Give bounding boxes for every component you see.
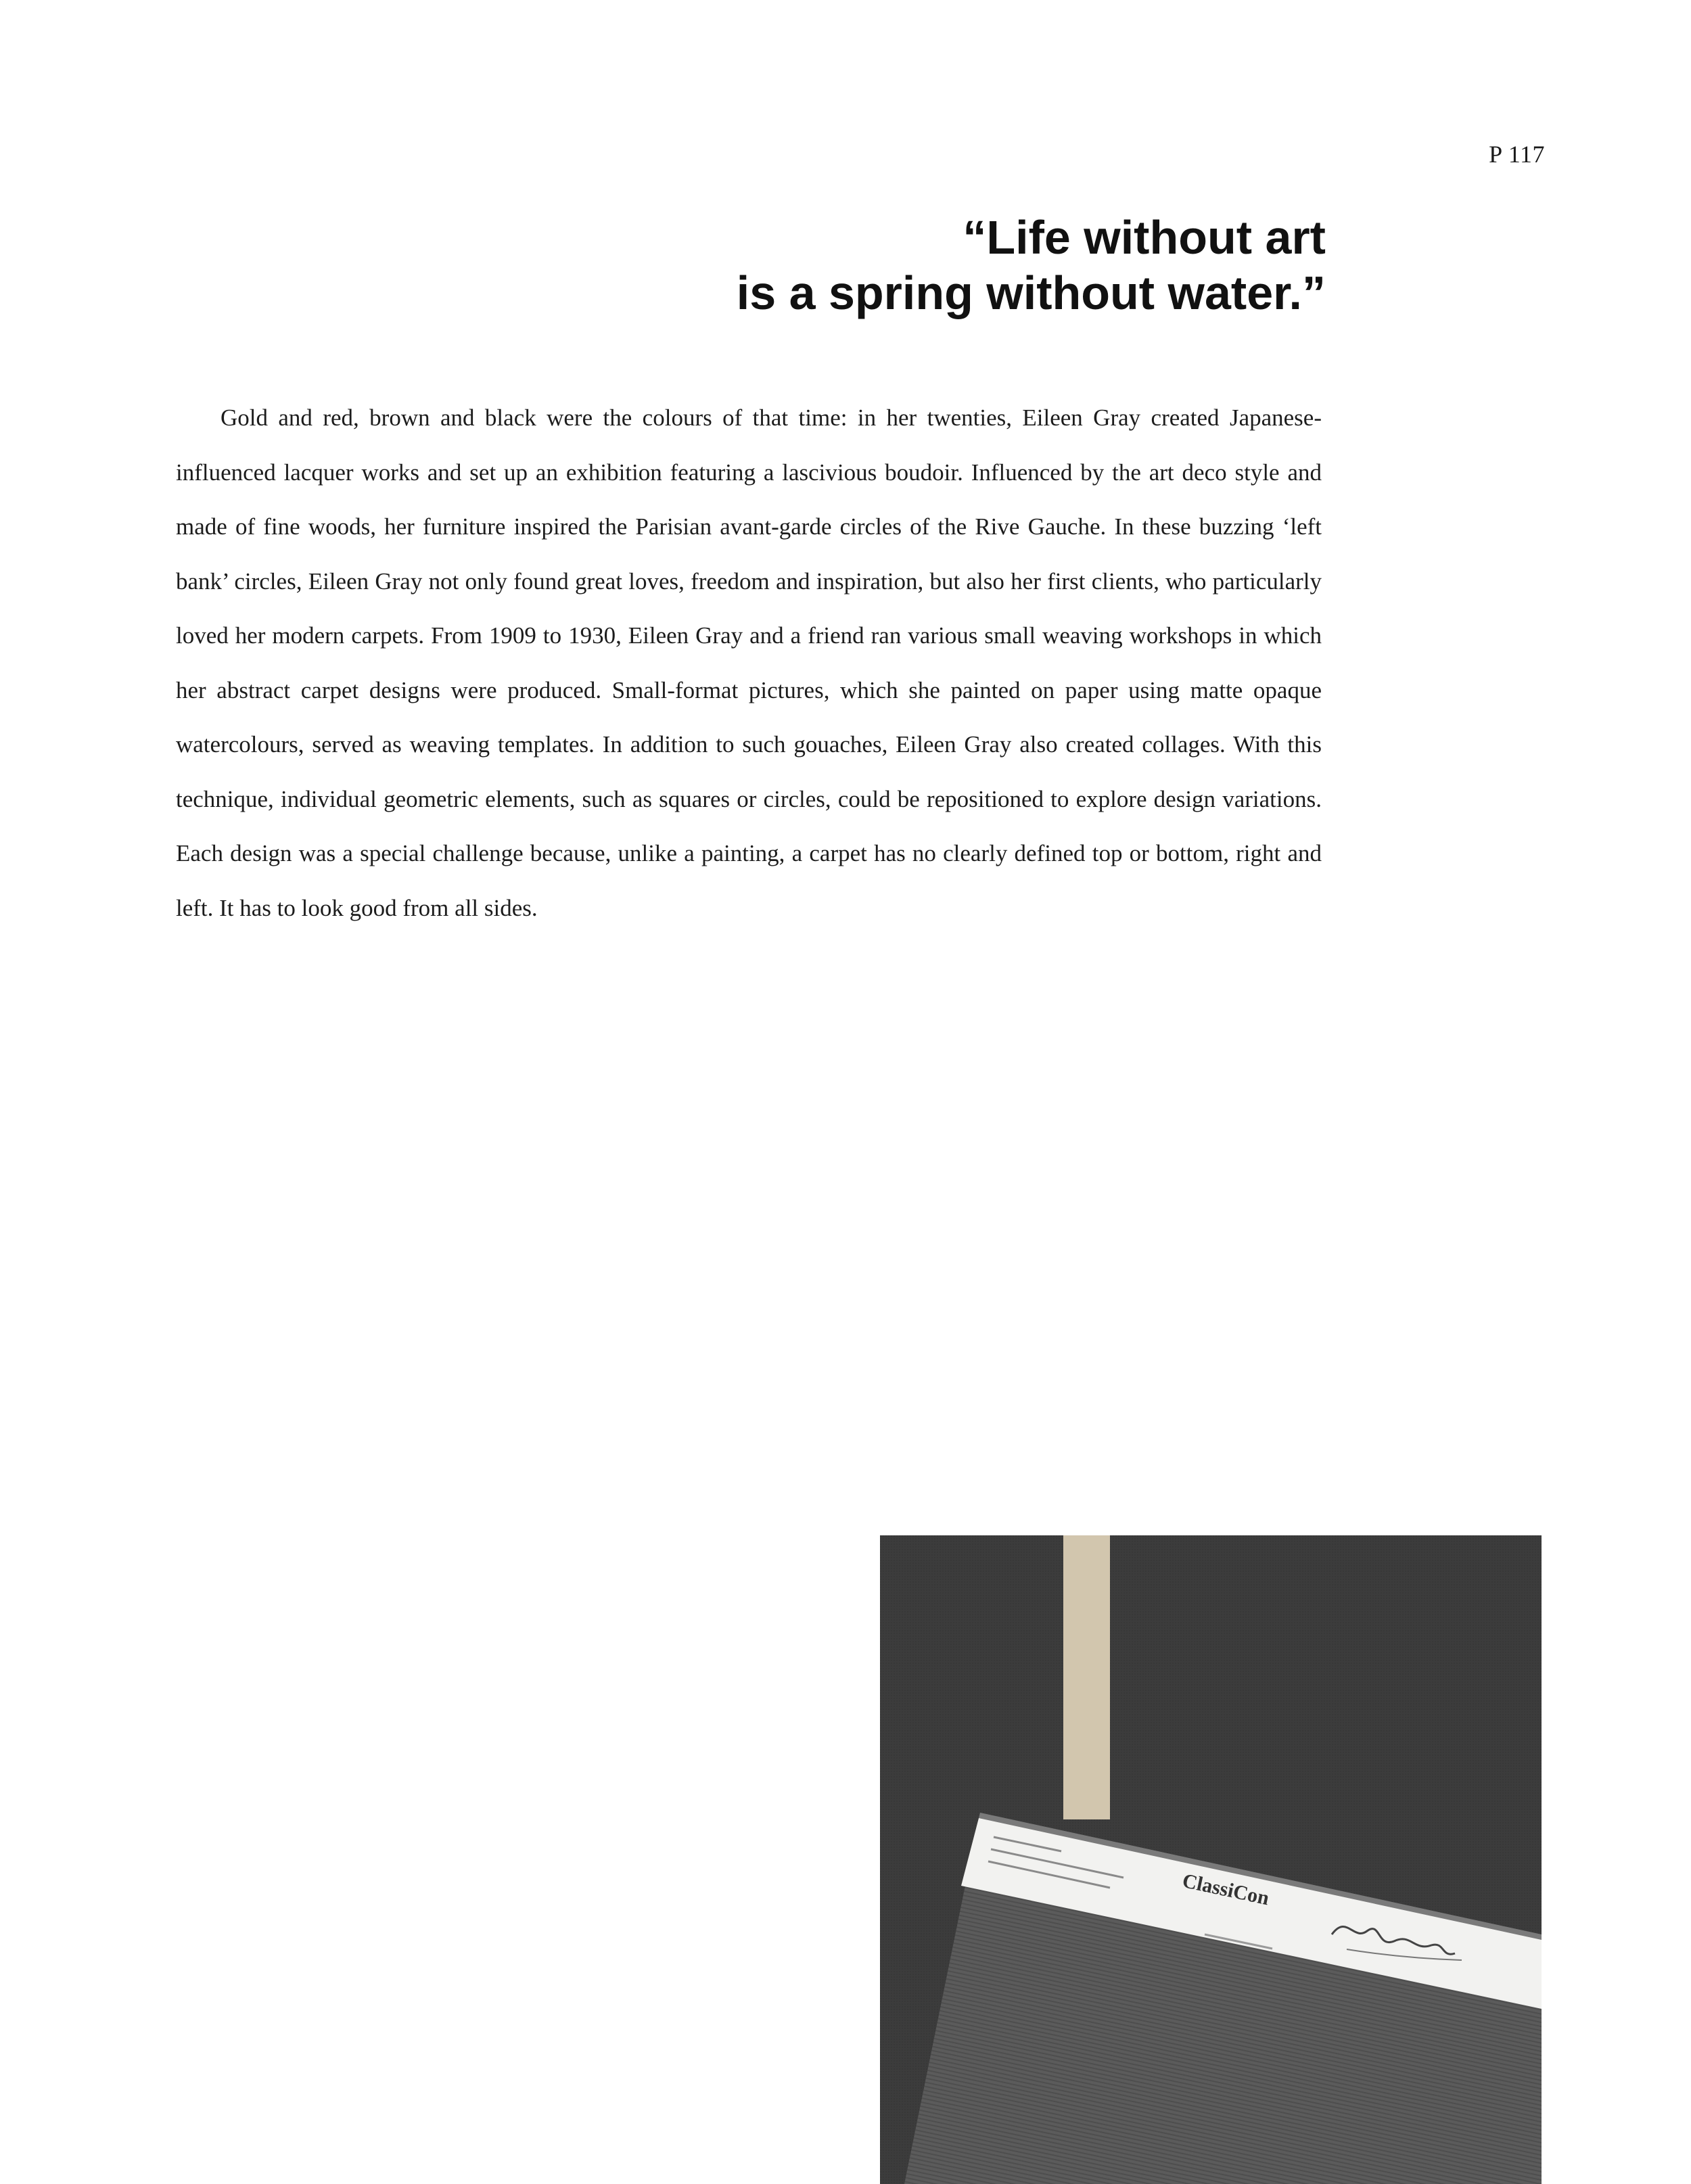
pull-quote-line-2: is a spring without water.” (736, 266, 1326, 319)
carpet-stripe (1063, 1535, 1110, 1819)
carpet-photo (880, 1535, 1542, 2184)
pull-quote-line-1: “Life without art (963, 211, 1326, 264)
page-number: P 117 (1489, 141, 1545, 168)
pull-quote (176, 210, 1326, 321)
body-paragraph: Gold and red, brown and black were the colours of that time: in her twenties, Eileen Gray created Japanese-influenced lacquer works and set up an exhibition featuring a lascivious boudoir. Influenced by the art deco style and made of fine woods, her furniture inspired the Parisian avant-garde circles of the Rive Gauche. In these buzzing ‘left bank’ circles, Eileen Gray not only found great loves, freedom and inspiration, but also her first clients, who particularly loved her modern carpets. From 1909 to 1930, Eileen Gray and a friend ran various small weaving workshops in which her abstract carpet designs were produced. Small-format pictures, which she painted on paper using matte opaque watercolours, served as weaving templates. In addition to such gouaches, Eileen Gray also created collages. With this technique, individual geometric elements, such as squares or circles, could be repositioned to explore design variations. Each design was a special challenge because, unlike a painting, a carpet has no clearly defined top or bottom, right and left. It has to look good from all sides. (176, 404, 1322, 921)
carpet-photo-illustration (880, 1535, 1542, 2184)
label-brand: ClassiCon (1180, 1869, 1272, 1910)
